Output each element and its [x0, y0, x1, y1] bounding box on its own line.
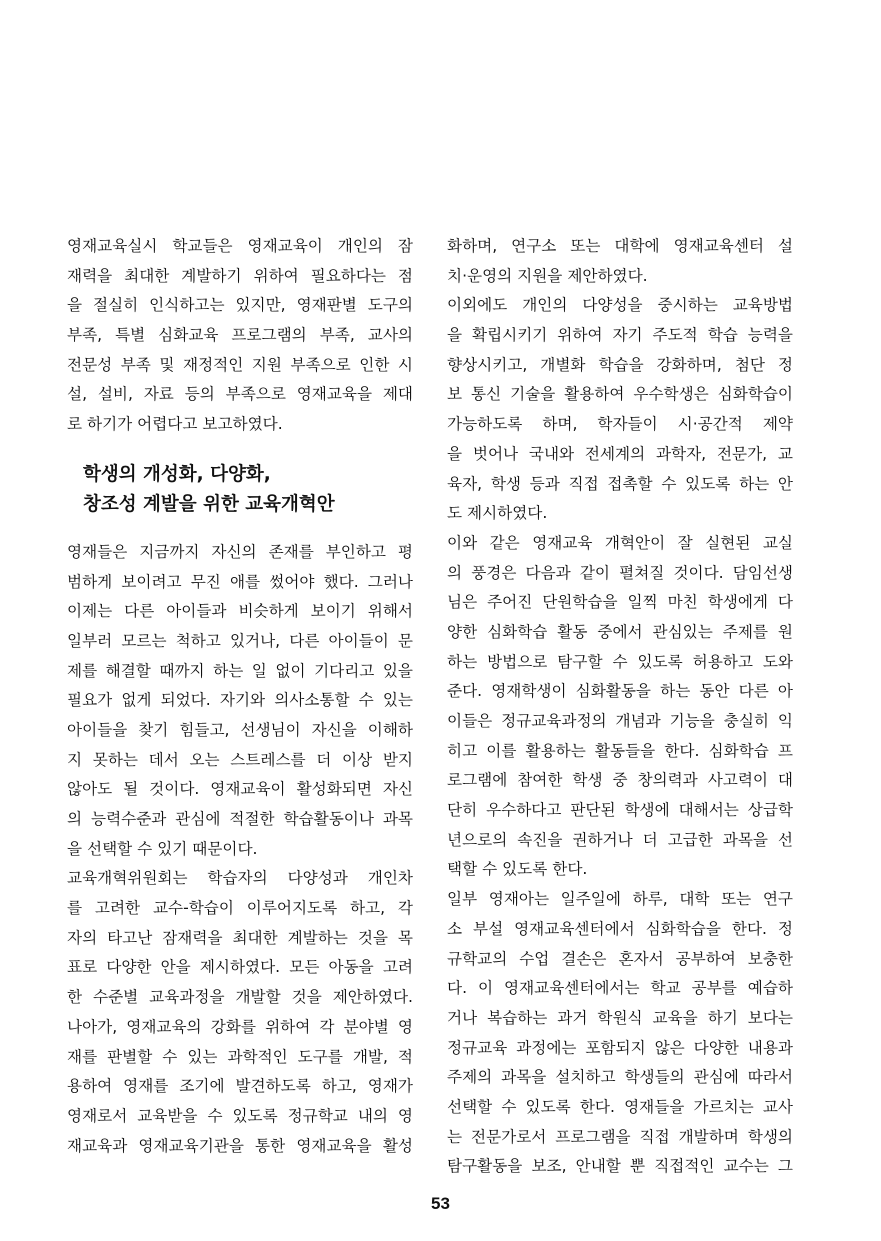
text-line: 이들은 정규교육과정의 개념과 기능을 충실히 익: [447, 712, 793, 730]
text-line: 지 못하는 데서 오는 스트레스를 더 이상 받지: [67, 750, 413, 769]
text-line: 탐구활동을 보조, 안내할 뿐 직접적인 교수는 그: [447, 1157, 793, 1176]
text-line: 화하며, 연구소 또는 대학에 영재교육센터 설: [447, 237, 793, 255]
text-line: 이와 같은 영재교육 개혁안이 잘 실현된 교실: [447, 533, 793, 552]
page-number: 53: [431, 1194, 450, 1213]
text-line: 로 하기가 어렵다고 보고하였다.: [67, 415, 283, 434]
text-line: 나아가, 영재교육의 강화를 위하여 각 분야별 영: [67, 1017, 413, 1036]
text-line: 양한 심화학습 활동 중에서 관심있는 주제를 원: [447, 622, 793, 641]
text-line: 용하여 영재를 조기에 발견하도록 하고, 영재가: [67, 1077, 413, 1096]
text-line: 향상시키고, 개별화 학습을 강화하며, 첨단 정: [447, 355, 793, 374]
text-line: 이외에도 개인의 다양성을 중시하는 교육방법: [447, 296, 793, 315]
text-line: 범하게 보이려고 무진 애를 썼어야 했다. 그러나: [67, 572, 413, 591]
text-line: 로그램에 참여한 학생 중 창의력과 사고력이 대: [447, 771, 793, 790]
text-line: 도 제시하였다.: [447, 504, 548, 523]
text-line: 가능하도록 하며, 학자들이 시·공간적 제약: [447, 415, 793, 434]
text-line: 단히 우수하다고 판단된 학생에 대해서는 상급학: [447, 801, 793, 820]
text-line: 을 절실히 인식하고는 있지만, 영재판별 도구의: [67, 296, 413, 315]
text-line: 의 풍경은 다음과 같이 펼쳐질 것이다. 담임선생: [447, 563, 793, 582]
text-line: 영재교육실시 학교들은 영재교육이 개인의 잠: [67, 237, 413, 255]
text-line: 제를 해결할 때까지 하는 일 없이 기다리고 있을: [67, 661, 413, 680]
text-line: 하는 방법으로 탐구할 수 있도록 허용하고 도와: [447, 652, 793, 671]
text-line: 영재로서 교육받을 수 있도록 정규학교 내의 영: [67, 1106, 413, 1125]
text-line: 을 벗어나 국내와 전세계의 과학자, 전문가, 교: [447, 444, 793, 463]
section-heading: [67, 460, 413, 520]
left-column: [67, 232, 413, 1161]
text-line: 의 능력수준과 관심에 적절한 학습활동이나 과목: [67, 810, 413, 828]
paragraph: [447, 291, 793, 529]
text-line: 다. 이 영재교육센터에서는 학교 공부를 예습하: [447, 979, 793, 998]
text-line: 필요가 없게 되었다. 자기와 의사소통할 수 있는: [67, 691, 413, 710]
text-line: 정규교육 과정에는 포함되지 않은 다양한 내용과: [447, 1038, 793, 1057]
paragraph: [447, 232, 793, 291]
paragraph: [67, 232, 413, 440]
text-line: 을 선택할 수 있기 때문이다.: [67, 839, 258, 858]
paragraph: [447, 529, 793, 885]
text-line: 치·운영의 지원을 제안하였다.: [447, 266, 648, 285]
text-line: 재를 판별할 수 있는 과학적인 도구를 개발, 적: [67, 1047, 413, 1066]
paragraph: [67, 538, 413, 865]
heading-line: 창조성 계발을 위한 교육개혁안: [83, 493, 335, 515]
text-line: 자의 타고난 잠재력을 최대한 계발하는 것을 목: [67, 928, 413, 947]
text-line: 않아도 될 것이다. 영재교육이 활성화되면 자신: [67, 780, 413, 799]
text-line: 설, 설비, 자료 등의 부족으로 영재교육을 제대: [67, 385, 413, 404]
text-line: 한 수준별 교육과정을 개발할 것을 제안하였다.: [67, 988, 413, 1007]
right-column: [447, 232, 793, 1182]
text-line: 선택할 수 있도록 한다. 영재들을 가르치는 교사: [447, 1097, 793, 1116]
text-line: 육자, 학생 등과 직접 접촉할 수 있도록 하는 안: [447, 474, 793, 493]
text-line: 교육개혁위원회는 학습자의 다양성과 개인차: [67, 869, 413, 888]
text-line: 를 고려한 교수-학습이 이루어지도록 하고, 각: [67, 899, 413, 918]
text-line: 히고 이를 활용하는 활동들을 한다. 심화학습 프: [447, 741, 793, 760]
text-line: 택할 수 있도록 한다.: [447, 860, 588, 879]
text-line: 보 통신 기술을 활용하여 우수학생은 심화학습이: [447, 385, 793, 404]
paragraph: [447, 885, 793, 1182]
text-line: 소 부설 영재교육센터에서 심화학습을 한다. 정: [447, 919, 793, 938]
text-line: 을 확립시키기 위하여 자기 주도적 학습 능력을: [447, 326, 793, 345]
heading-line: 학생의 개성화, 다양화,: [83, 463, 271, 485]
text-line: 아이들을 찾기 힘들고, 선생님이 자신을 이해하: [67, 720, 413, 739]
text-line: 일부러 모르는 척하고 있거나, 다른 아이들이 문: [67, 631, 413, 650]
text-line: 일부 영재아는 일주일에 하루, 대학 또는 연구: [447, 890, 793, 909]
paragraph: [67, 864, 413, 1161]
text-line: 재교육과 영재교육기관을 통한 영재교육을 활성: [67, 1136, 413, 1155]
text-line: 주제의 과목을 설치하고 학생들의 관심에 따라서: [447, 1068, 793, 1087]
text-line: 재력을 최대한 계발하기 위하여 필요하다는 점: [67, 266, 413, 285]
text-line: 준다. 영재학생이 심화활동을 하는 동안 다른 아: [447, 682, 793, 701]
text-line: 영재들은 지금까지 자신의 존재를 부인하고 평: [67, 542, 413, 561]
text-line: 거나 복습하는 과거 학원식 교육을 하기 보다는: [447, 1008, 793, 1027]
text-line: 부족, 특별 심화교육 프로그램의 부족, 교사의: [67, 326, 413, 345]
text-line: 는 전문가로서 프로그램을 직접 개발하며 학생의: [447, 1127, 793, 1146]
text-line: 이제는 다른 아이들과 비슷하게 보이기 위해서: [67, 602, 413, 621]
text-line: 년으로의 속진을 권하거나 더 고급한 과목을 선: [447, 830, 793, 849]
text-line: 표로 다양한 안을 제시하였다. 모든 아동을 고려: [67, 958, 413, 977]
text-line: 규학교의 수업 결손은 혼자서 공부하여 보충한: [447, 949, 793, 968]
text-line: 님은 주어진 단원학습을 일찍 마친 학생에게 다: [447, 593, 793, 612]
text-line: 전문성 부족 및 재정적인 지원 부족으로 인한 시: [67, 355, 413, 374]
